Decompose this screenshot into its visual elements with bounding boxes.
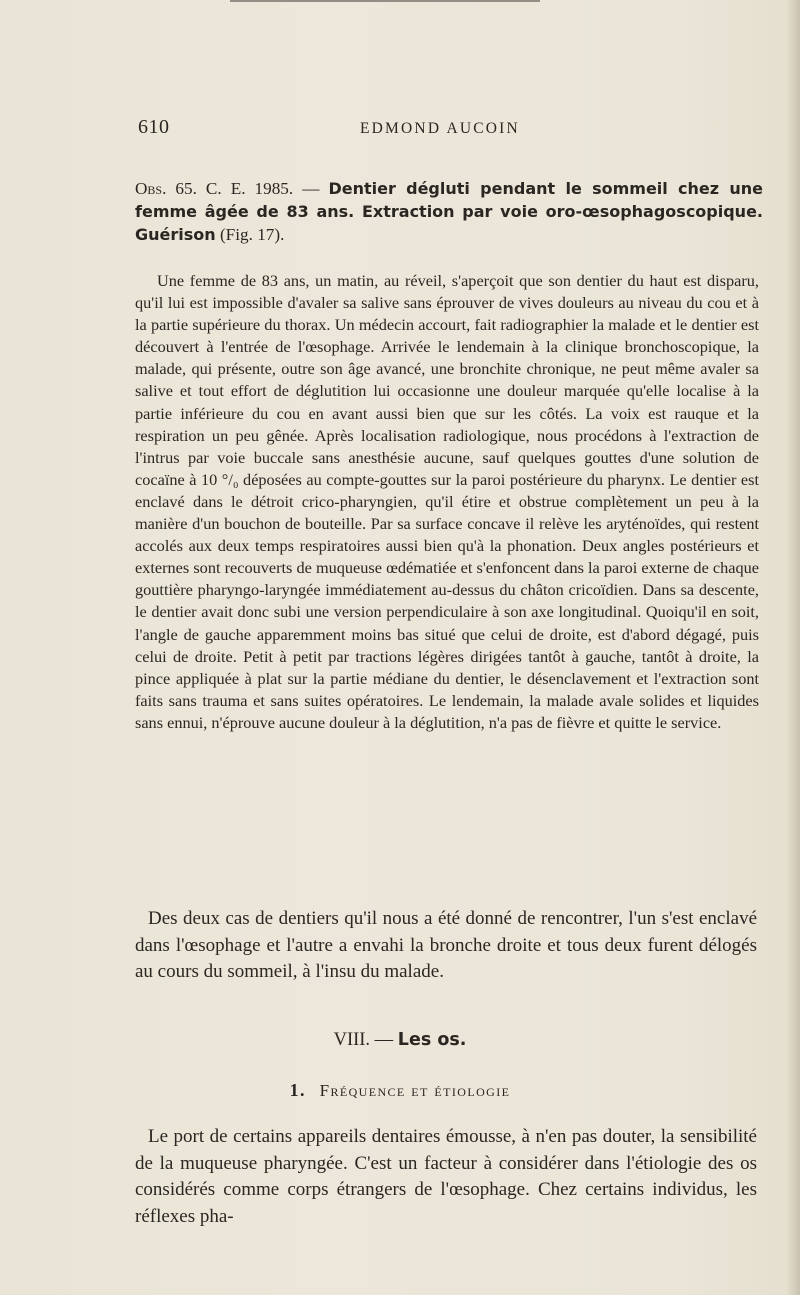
figure-reference: (Fig. 17). [219, 225, 285, 244]
subsection-title: Fréquence et étiologie [319, 1081, 511, 1100]
section-heading [0, 1030, 800, 1051]
paragraph-port: Le port de certains appareils dentaires émousse, à n'en pas douter, la sensibilité de la muqueuse pharyngée. C'est un facteur à considérer dans l'étiologie des os considérés comme corps étrangers de l'œsophage. Chez certains individus, les réflexes pha- [135, 1126, 757, 1227]
page-number: 610 [138, 116, 170, 138]
observation-heading [135, 177, 763, 246]
running-head: EDMOND AUCOIN [360, 120, 520, 137]
section-title: Les os. [397, 1030, 467, 1050]
top-rule [230, 0, 540, 2]
observation-label: Obs. [135, 179, 167, 198]
paragraph-dentiers: Des deux cas de dentiers qu'il nous a été donné de rencontrer, l'un s'est enclavé dans l'œsophage et l'autre a envahi la bronche droite et tous deux furent délogés au cours du sommeil, à l'insu du malade. [135, 908, 757, 982]
subsection-heading [0, 1080, 800, 1101]
observation-body: Une femme de 83 ans, un matin, au réveil, s'aperçoit que son dentier du haut est disparu, qu'il lui est impossible d'avaler sa salive sans éprouver de vives douleurs au niveau du cou et à la partie supérieure du thorax. Un médecin accourt, fait radiographier la malade et le dentier est découvert à l'entrée de l'œsophage. Arrivée le lendemain à la clinique bronchoscopique, la malade, qui présente, outre son âge avancé, une bronchite chronique, ne peut même avaler sa salive et tout effort de déglutition lui occasionne une douleur marquée qu'elle localise à la partie inférieure du cou en avant aussi bien que sur les côtés. La voix est rauque et la respiration un peu gênée. Après localisation radiologique, nous procédons à l'extraction de l'intrus par voie buccale sans anesthésie aucune, sauf quelques gouttes d'une solution de cocaïne à 10 °/₀ déposées au compte-gouttes sur la paroi postérieure du pharynx. Le dentier est enclavé dans le détroit crico-pharyngien, qu'il étire et obstrue complètement un peu à la manière d'un bouchon de bouteille. Par sa surface concave il relève les aryténoïdes, qui restent accolés aux deux temps respiratoires aussi bien qu'à la phonation. Deux angles postérieurs et externes sont recouverts de muqueuse œdématiée et s'enfoncent dans la paroi externe de chaque gouttière pharyngo-laryngée immédiatement au-dessus du châton cricoïdien. Dans sa descente, le dentier avait donc subi une version perpendiculaire à son axe longitudinal. Quoiqu'il en soit, l'angle de gauche apparemment moins bas situé que celui de droite, est d'abord dégagé, puis celui de droite. Petit à petit par tractions légères dirigées tantôt à gauche, tantôt à droite, la pince appliquée à plat sur la partie médiane du dentier, le désenclavement et l'extraction sont faits sans trauma et sans suites opératoires. Le lendemain, la malade avale solides et liquides sans ennui, n'éprouve aucune douleur à la déglutition, n'a pas de fièvre et quitte le service. [135, 271, 759, 732]
observation-number: 65. C. E. 1985. — [175, 179, 320, 198]
section-numeral: VIII. — [333, 1030, 394, 1050]
observation-title: Dentier dégluti pendant le sommeil chez une femme âgée de 83 ans. Extraction par voie oro-œsophagoscopique. Guérison [135, 179, 764, 244]
subsection-number: 1. [289, 1080, 306, 1100]
